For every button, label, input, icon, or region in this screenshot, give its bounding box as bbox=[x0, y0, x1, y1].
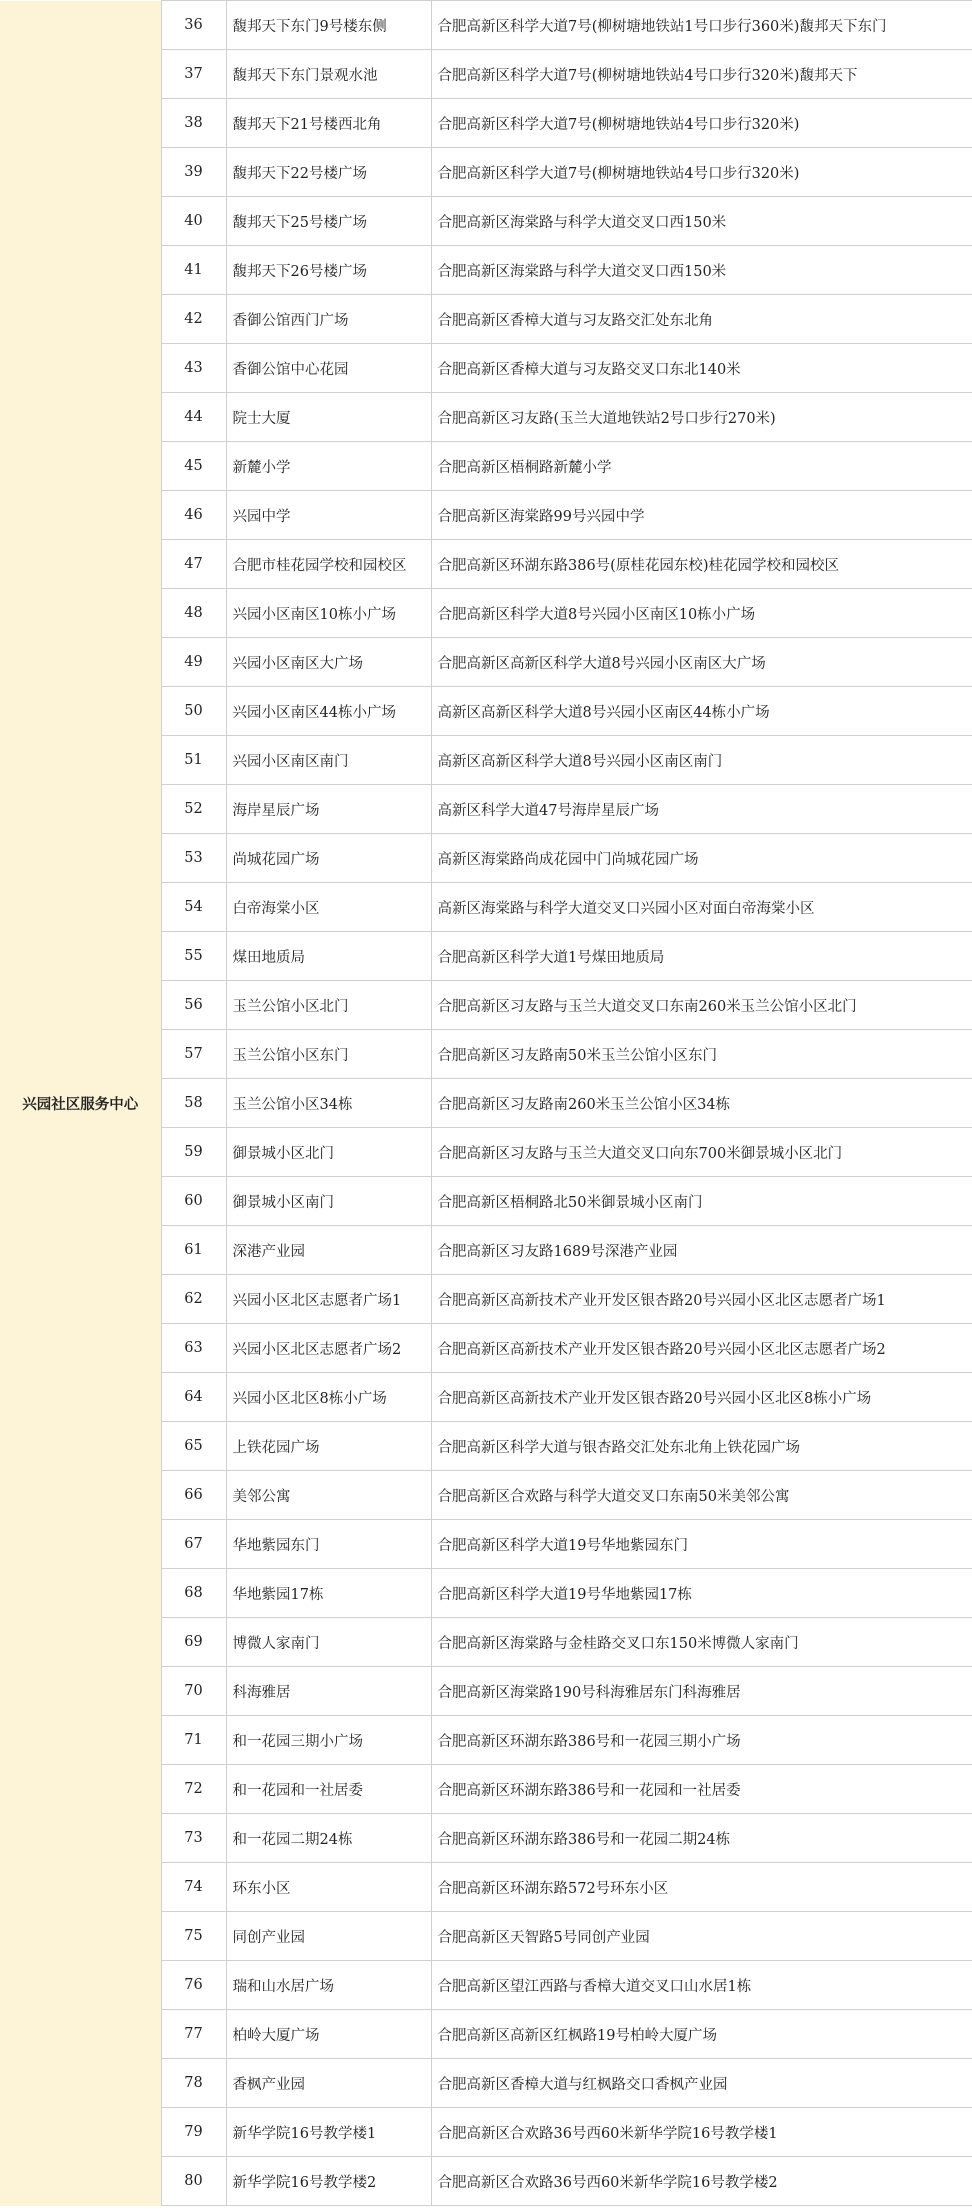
location-address: 合肥高新区科学大道与银杏路交汇处东北角上铁花园广场 bbox=[431, 1422, 972, 1471]
location-address: 高新区高新区科学大道8号兴园小区南区44栋小广场 bbox=[431, 687, 972, 736]
location-name: 兴园小区南区南门 bbox=[226, 736, 431, 785]
row-number: 43 bbox=[161, 344, 226, 393]
location-name: 兴园小区北区志愿者广场2 bbox=[226, 1324, 431, 1373]
location-address: 合肥高新区海棠路与科学大道交叉口西150米 bbox=[431, 246, 972, 295]
row-number: 69 bbox=[161, 1618, 226, 1667]
location-address: 合肥高新区高新区科学大道8号兴园小区南区大广场 bbox=[431, 638, 972, 687]
location-name: 香御公馆中心花园 bbox=[226, 344, 431, 393]
location-address: 合肥高新区科学大道7号(柳树塘地铁站1号口步行360米)馥邦天下东门 bbox=[431, 1, 972, 50]
location-address: 合肥高新区合欢路36号西60米新华学院16号教学楼2 bbox=[431, 2157, 972, 2206]
row-number: 65 bbox=[161, 1422, 226, 1471]
row-number: 39 bbox=[161, 148, 226, 197]
location-address: 合肥高新区科学大道1号煤田地质局 bbox=[431, 932, 972, 981]
location-name: 和一花园二期24栋 bbox=[226, 1814, 431, 1863]
location-name: 香御公馆西门广场 bbox=[226, 295, 431, 344]
location-address: 合肥高新区香樟大道与习友路交叉口东北140米 bbox=[431, 344, 972, 393]
location-name: 馥邦天下东门景观水池 bbox=[226, 50, 431, 99]
row-number: 36 bbox=[161, 1, 226, 50]
location-address: 合肥高新区习友路与玉兰大道交叉口东南260米玉兰公馆小区北门 bbox=[431, 981, 972, 1030]
location-address: 合肥高新区环湖东路386号和一花园二期24栋 bbox=[431, 1814, 972, 1863]
row-number: 67 bbox=[161, 1520, 226, 1569]
location-name: 环东小区 bbox=[226, 1863, 431, 1912]
location-name: 科海雅居 bbox=[226, 1667, 431, 1716]
location-address: 合肥高新区科学大道7号(柳树塘地铁站4号口步行320米) bbox=[431, 99, 972, 148]
location-name: 和一花园三期小广场 bbox=[226, 1716, 431, 1765]
row-number: 72 bbox=[161, 1765, 226, 1814]
location-name: 馥邦天下25号楼广场 bbox=[226, 197, 431, 246]
row-number: 55 bbox=[161, 932, 226, 981]
row-number: 71 bbox=[161, 1716, 226, 1765]
location-name: 御景城小区南门 bbox=[226, 1177, 431, 1226]
location-name: 馥邦天下21号楼西北角 bbox=[226, 99, 431, 148]
location-address: 高新区海棠路尚成花园中门尚城花园广场 bbox=[431, 834, 972, 883]
location-address: 合肥高新区海棠路99号兴园中学 bbox=[431, 491, 972, 540]
location-address: 合肥高新区习友路南50米玉兰公馆小区东门 bbox=[431, 1030, 972, 1079]
location-name: 兴园中学 bbox=[226, 491, 431, 540]
location-address: 合肥高新区海棠路与科学大道交叉口西150米 bbox=[431, 197, 972, 246]
location-address: 合肥高新区环湖东路572号环东小区 bbox=[431, 1863, 972, 1912]
row-number: 76 bbox=[161, 1961, 226, 2010]
row-number: 79 bbox=[161, 2108, 226, 2157]
row-number: 45 bbox=[161, 442, 226, 491]
row-number: 73 bbox=[161, 1814, 226, 1863]
row-number: 75 bbox=[161, 1912, 226, 1961]
row-number: 50 bbox=[161, 687, 226, 736]
location-name: 兴园小区南区10栋小广场 bbox=[226, 589, 431, 638]
row-number: 61 bbox=[161, 1226, 226, 1275]
location-address: 合肥高新区天智路5号同创产业园 bbox=[431, 1912, 972, 1961]
location-name: 院士大厦 bbox=[226, 393, 431, 442]
row-number: 59 bbox=[161, 1128, 226, 1177]
row-number: 37 bbox=[161, 50, 226, 99]
row-number: 46 bbox=[161, 491, 226, 540]
location-name: 合肥市桂花园学校和园校区 bbox=[226, 540, 431, 589]
location-name: 深港产业园 bbox=[226, 1226, 431, 1275]
row-number: 44 bbox=[161, 393, 226, 442]
row-number: 52 bbox=[161, 785, 226, 834]
location-name: 兴园小区北区8栋小广场 bbox=[226, 1373, 431, 1422]
location-name: 和一花园和一社居委 bbox=[226, 1765, 431, 1814]
location-address: 合肥高新区合欢路36号西60米新华学院16号教学楼1 bbox=[431, 2108, 972, 2157]
row-number: 64 bbox=[161, 1373, 226, 1422]
location-address: 合肥高新区环湖东路386号和一花园三期小广场 bbox=[431, 1716, 972, 1765]
row-number: 80 bbox=[161, 2157, 226, 2206]
location-address: 合肥高新区合欢路与科学大道交叉口东南50米美邻公寓 bbox=[431, 1471, 972, 1520]
location-name: 上铁花园广场 bbox=[226, 1422, 431, 1471]
location-name: 柏岭大厦广场 bbox=[226, 2010, 431, 2059]
location-address: 高新区科学大道47号海岸星辰广场 bbox=[431, 785, 972, 834]
location-name: 新华学院16号教学楼2 bbox=[226, 2157, 431, 2206]
row-number: 40 bbox=[161, 197, 226, 246]
location-name: 新麓小学 bbox=[226, 442, 431, 491]
row-number: 78 bbox=[161, 2059, 226, 2108]
location-name: 玉兰公馆小区东门 bbox=[226, 1030, 431, 1079]
location-name: 新华学院16号教学楼1 bbox=[226, 2108, 431, 2157]
row-number: 68 bbox=[161, 1569, 226, 1618]
location-address: 合肥高新区环湖东路386号和一花园和一社居委 bbox=[431, 1765, 972, 1814]
location-name: 尚城花园广场 bbox=[226, 834, 431, 883]
location-name: 瑞和山水居广场 bbox=[226, 1961, 431, 2010]
location-address: 合肥高新区高新技术产业开发区银杏路20号兴园小区北区8栋小广场 bbox=[431, 1373, 972, 1422]
location-address: 合肥高新区习友路1689号深港产业园 bbox=[431, 1226, 972, 1275]
row-number: 38 bbox=[161, 99, 226, 148]
row-number: 42 bbox=[161, 295, 226, 344]
location-address: 合肥高新区环湖东路386号(原桂花园东校)桂花园学校和园校区 bbox=[431, 540, 972, 589]
location-address: 合肥高新区科学大道19号华地紫园东门 bbox=[431, 1520, 972, 1569]
row-number: 57 bbox=[161, 1030, 226, 1079]
location-address: 高新区高新区科学大道8号兴园小区南区南门 bbox=[431, 736, 972, 785]
location-address: 合肥高新区梧桐路新麓小学 bbox=[431, 442, 972, 491]
location-name: 馥邦天下26号楼广场 bbox=[226, 246, 431, 295]
location-address: 合肥高新区习友路与玉兰大道交叉口向东700米御景城小区北门 bbox=[431, 1128, 972, 1177]
location-address: 合肥高新区香樟大道与红枫路交口香枫产业园 bbox=[431, 2059, 972, 2108]
location-address: 合肥高新区科学大道19号华地紫园17栋 bbox=[431, 1569, 972, 1618]
location-name: 博微人家南门 bbox=[226, 1618, 431, 1667]
location-name: 馥邦天下东门9号楼东侧 bbox=[226, 1, 431, 50]
location-name: 同创产业园 bbox=[226, 1912, 431, 1961]
location-name: 香枫产业园 bbox=[226, 2059, 431, 2108]
row-number: 54 bbox=[161, 883, 226, 932]
row-number: 62 bbox=[161, 1275, 226, 1324]
location-address: 合肥高新区梧桐路北50米御景城小区南门 bbox=[431, 1177, 972, 1226]
row-number: 74 bbox=[161, 1863, 226, 1912]
location-address: 合肥高新区高新区红枫路19号柏岭大厦广场 bbox=[431, 2010, 972, 2059]
location-address: 合肥高新区高新技术产业开发区银杏路20号兴园小区北区志愿者广场1 bbox=[431, 1275, 972, 1324]
location-address: 合肥高新区香樟大道与习友路交汇处东北角 bbox=[431, 295, 972, 344]
location-address: 合肥高新区科学大道7号(柳树塘地铁站4号口步行320米)馥邦天下 bbox=[431, 50, 972, 99]
row-number: 51 bbox=[161, 736, 226, 785]
location-name: 兴园小区南区44栋小广场 bbox=[226, 687, 431, 736]
location-name: 玉兰公馆小区北门 bbox=[226, 981, 431, 1030]
location-name: 馥邦天下22号楼广场 bbox=[226, 148, 431, 197]
row-number: 70 bbox=[161, 1667, 226, 1716]
location-address: 合肥高新区科学大道8号兴园小区南区10栋小广场 bbox=[431, 589, 972, 638]
location-name: 美邻公寓 bbox=[226, 1471, 431, 1520]
row-number: 63 bbox=[161, 1324, 226, 1373]
location-address: 合肥高新区望江西路与香樟大道交叉口山水居1栋 bbox=[431, 1961, 972, 2010]
location-name: 华地紫园17栋 bbox=[226, 1569, 431, 1618]
row-number: 48 bbox=[161, 589, 226, 638]
location-name: 兴园小区北区志愿者广场1 bbox=[226, 1275, 431, 1324]
location-name: 海岸星辰广场 bbox=[226, 785, 431, 834]
location-name: 白帝海棠小区 bbox=[226, 883, 431, 932]
row-number: 53 bbox=[161, 834, 226, 883]
row-number: 47 bbox=[161, 540, 226, 589]
location-name: 兴园小区南区大广场 bbox=[226, 638, 431, 687]
row-number: 41 bbox=[161, 246, 226, 295]
location-address: 合肥高新区习友路(玉兰大道地铁站2号口步行270米) bbox=[431, 393, 972, 442]
row-number: 66 bbox=[161, 1471, 226, 1520]
table-body bbox=[0, 1, 972, 2206]
location-address: 合肥高新区习友路南260米玉兰公馆小区34栋 bbox=[431, 1079, 972, 1128]
location-address: 合肥高新区海棠路190号科海雅居东门科海雅居 bbox=[431, 1667, 972, 1716]
table-row bbox=[0, 1, 972, 50]
row-number: 49 bbox=[161, 638, 226, 687]
row-number: 56 bbox=[161, 981, 226, 1030]
row-number: 77 bbox=[161, 2010, 226, 2059]
row-number: 60 bbox=[161, 1177, 226, 1226]
location-address: 高新区海棠路与科学大道交叉口兴园小区对面白帝海棠小区 bbox=[431, 883, 972, 932]
location-address: 合肥高新区科学大道7号(柳树塘地铁站4号口步行320米) bbox=[431, 148, 972, 197]
location-address: 合肥高新区海棠路与金桂路交叉口东150米博微人家南门 bbox=[431, 1618, 972, 1667]
location-name: 御景城小区北门 bbox=[226, 1128, 431, 1177]
row-number: 58 bbox=[161, 1079, 226, 1128]
location-address: 合肥高新区高新技术产业开发区银杏路20号兴园小区北区志愿者广场2 bbox=[431, 1324, 972, 1373]
location-name: 煤田地质局 bbox=[226, 932, 431, 981]
location-name: 华地紫园东门 bbox=[226, 1520, 431, 1569]
location-name: 玉兰公馆小区34栋 bbox=[226, 1079, 431, 1128]
community-center-label: 兴园社区服务中心 bbox=[0, 1, 161, 2206]
